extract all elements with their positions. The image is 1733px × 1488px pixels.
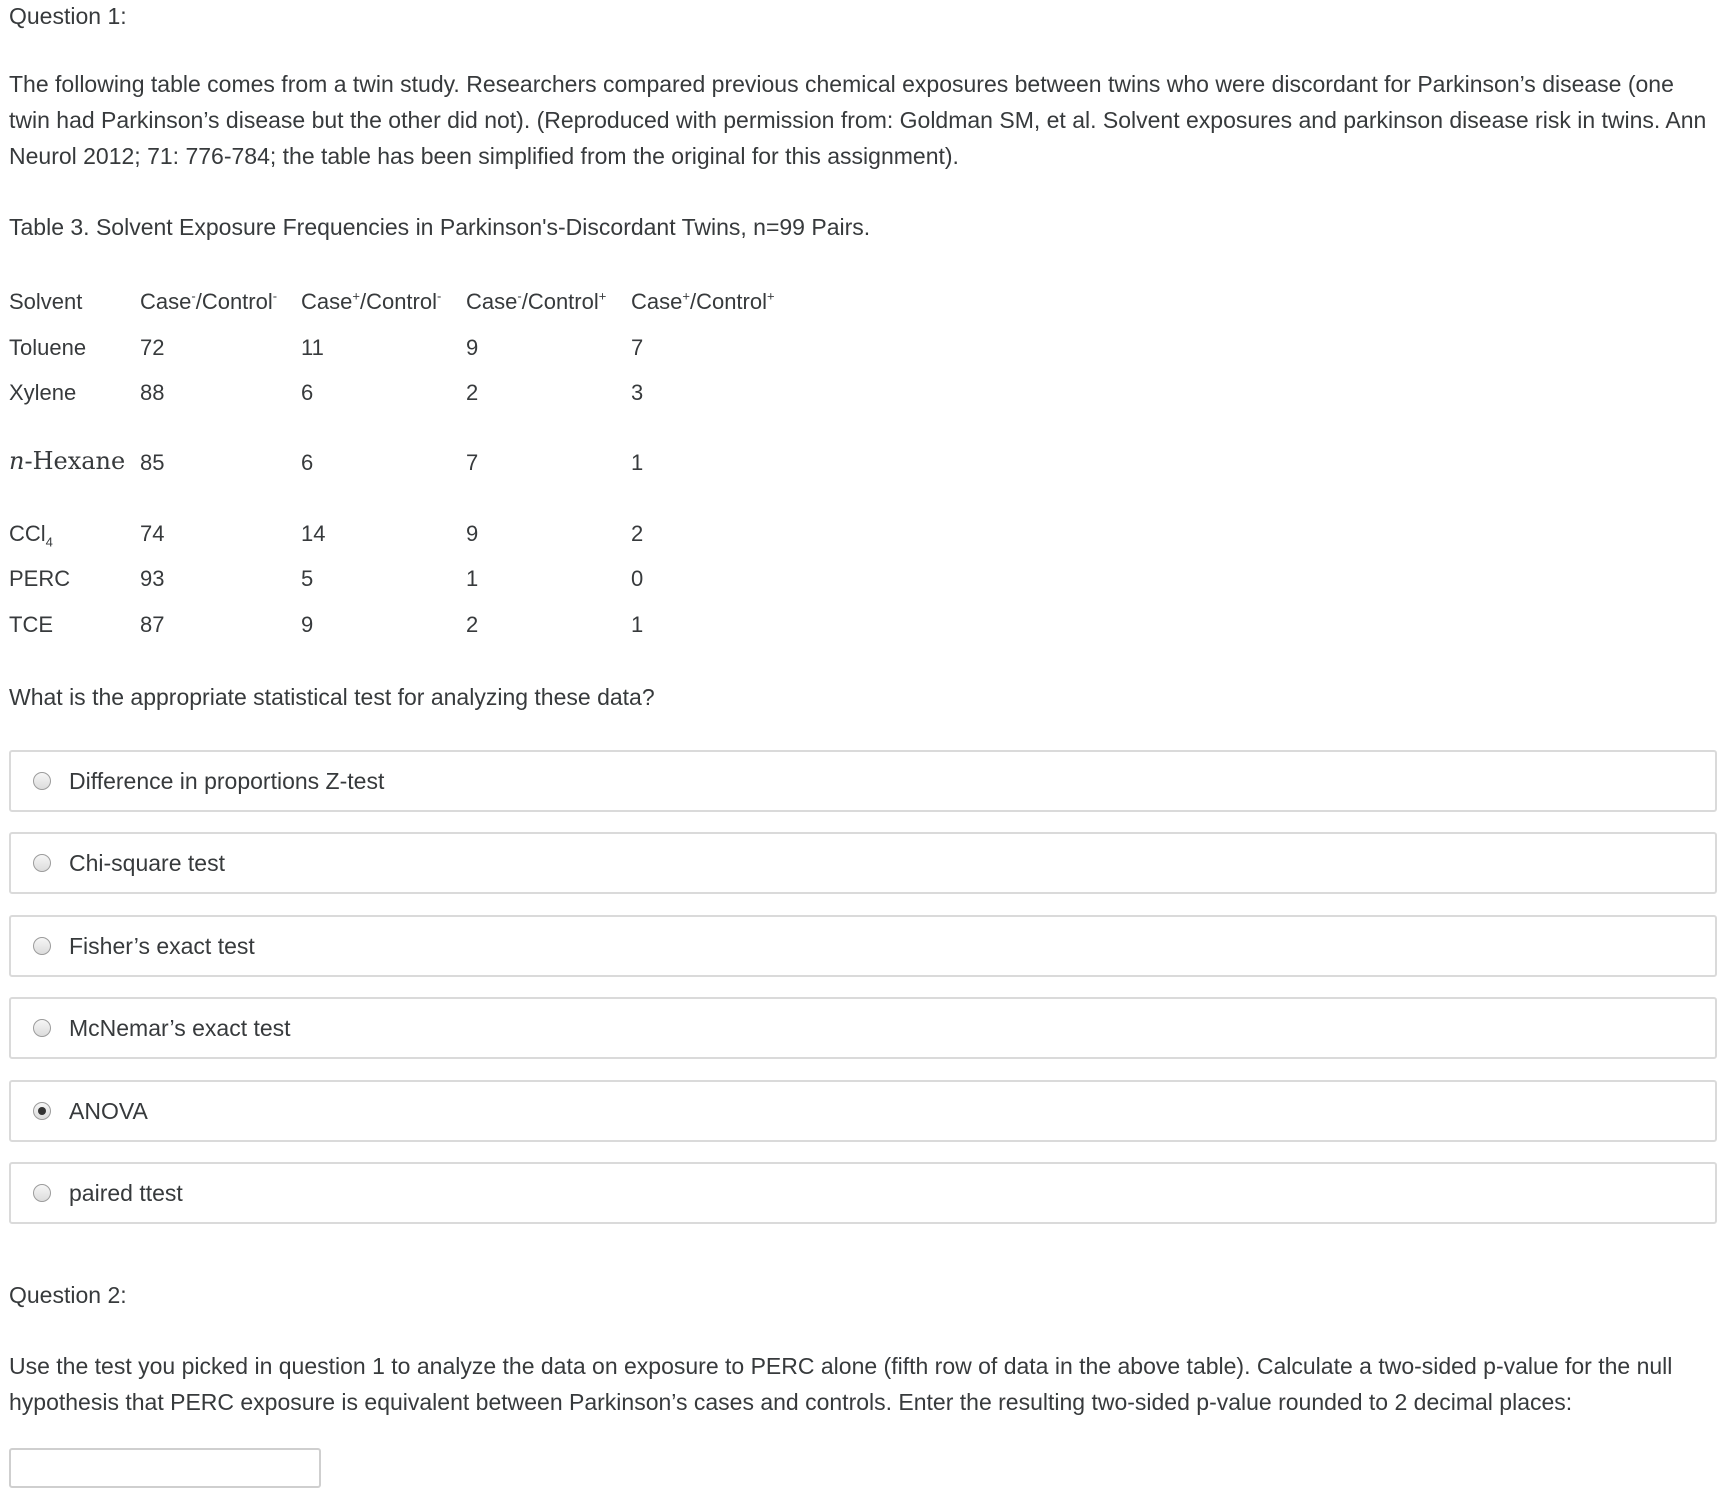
answer-input[interactable] bbox=[9, 1448, 321, 1488]
cell: 88 bbox=[140, 380, 165, 405]
radio-unchecked-icon[interactable] bbox=[33, 937, 51, 955]
option-label: Fisher’s exact test bbox=[69, 933, 255, 959]
cell: 74 bbox=[140, 521, 165, 546]
cell: 9 bbox=[466, 335, 479, 360]
row-solvent-tce: TCE bbox=[9, 612, 53, 637]
option-label: ANOVA bbox=[69, 1098, 148, 1124]
cell: 2 bbox=[466, 612, 479, 637]
option-z-test[interactable] bbox=[9, 750, 1717, 812]
option-label: Difference in proportions Z-test bbox=[69, 768, 385, 794]
question-1-intro: The following table comes from a twin study. Researchers compared previous chemical exposures between twins who were discordant for Parkinson’s disease (one twin had Parkinson’s disease but the other did not). (Reproduced with permission from: Goldman SM, et al. Solvent exposures and parkinson disease risk in twins. Ann Neurol 2012; 71: 776-784; the table has been simplified from the original for this assignment). bbox=[9, 71, 1707, 169]
table-caption: Table 3. Solvent Exposure Frequencies in Parkinson's-Discordant Twins, n=99 Pairs. bbox=[9, 214, 871, 240]
cell: 11 bbox=[301, 335, 324, 360]
cell: 1 bbox=[631, 450, 644, 475]
cell: 14 bbox=[301, 521, 326, 546]
cell: 6 bbox=[301, 450, 314, 475]
header-col4: Case+/Control+ bbox=[631, 288, 775, 314]
question-2-text: Use the test you picked in question 1 to analyze the data on exposure to PERC alone (fifth row of data in the above table). Calculate a two-sided p-value for the null hypothesis that PERC exposure is equivalent between Parkinson’s cases and controls. Enter the resulting two-sided p-value rounded to 2 decimal places: bbox=[9, 1353, 1673, 1415]
option-anova[interactable] bbox=[9, 1080, 1717, 1142]
row-solvent-perc: PERC bbox=[9, 566, 71, 591]
option-label: paired ttest bbox=[69, 1180, 183, 1206]
header-col2: Case+/Control- bbox=[301, 288, 442, 314]
cell: 85 bbox=[140, 450, 165, 475]
header-col3: Case-/Control+ bbox=[466, 288, 607, 314]
cell: 9 bbox=[301, 612, 314, 637]
row-solvent-hexane: n-Hexane bbox=[9, 447, 126, 475]
header-solvent: Solvent bbox=[9, 289, 83, 314]
row-solvent-toluene: Toluene bbox=[9, 335, 87, 360]
cell: 3 bbox=[631, 380, 644, 405]
cell: 6 bbox=[301, 380, 314, 405]
cell: 1 bbox=[466, 566, 479, 591]
row-solvent-ccl4: CCl$_4$ bbox=[9, 521, 53, 550]
question-1-prompt: What is the appropriate statistical test for analyzing these data? bbox=[9, 684, 655, 710]
option-fisher[interactable] bbox=[9, 915, 1717, 977]
header-col1: Case-/Control- bbox=[140, 288, 278, 314]
cell: 1 bbox=[631, 612, 644, 637]
radio-unchecked-icon[interactable] bbox=[33, 1184, 51, 1202]
option-label: McNemar’s exact test bbox=[69, 1015, 291, 1041]
question-2-label: Question 2: bbox=[9, 1282, 127, 1308]
radio-checked-icon[interactable] bbox=[33, 1102, 51, 1120]
option-label: Chi-square test bbox=[69, 850, 225, 876]
cell: 7 bbox=[631, 335, 644, 360]
radio-unchecked-icon[interactable] bbox=[33, 772, 51, 790]
radio-unchecked-icon[interactable] bbox=[33, 854, 51, 872]
cell: 93 bbox=[140, 566, 165, 591]
radio-unchecked-icon[interactable] bbox=[33, 1019, 51, 1037]
question-1-label: Question 1: bbox=[9, 3, 127, 29]
option-chi-square[interactable] bbox=[9, 832, 1717, 894]
cell: 2 bbox=[466, 380, 479, 405]
cell: 72 bbox=[140, 335, 165, 360]
cell: 87 bbox=[140, 612, 165, 637]
option-mcnemar[interactable] bbox=[9, 997, 1717, 1059]
cell: 0 bbox=[631, 566, 644, 591]
row-solvent-xylene: Xylene bbox=[9, 380, 77, 405]
option-paired-ttest[interactable] bbox=[9, 1162, 1717, 1224]
cell: 5 bbox=[301, 566, 314, 591]
cell: 2 bbox=[631, 521, 644, 546]
cell: 9 bbox=[466, 521, 479, 546]
cell: 7 bbox=[466, 450, 479, 475]
